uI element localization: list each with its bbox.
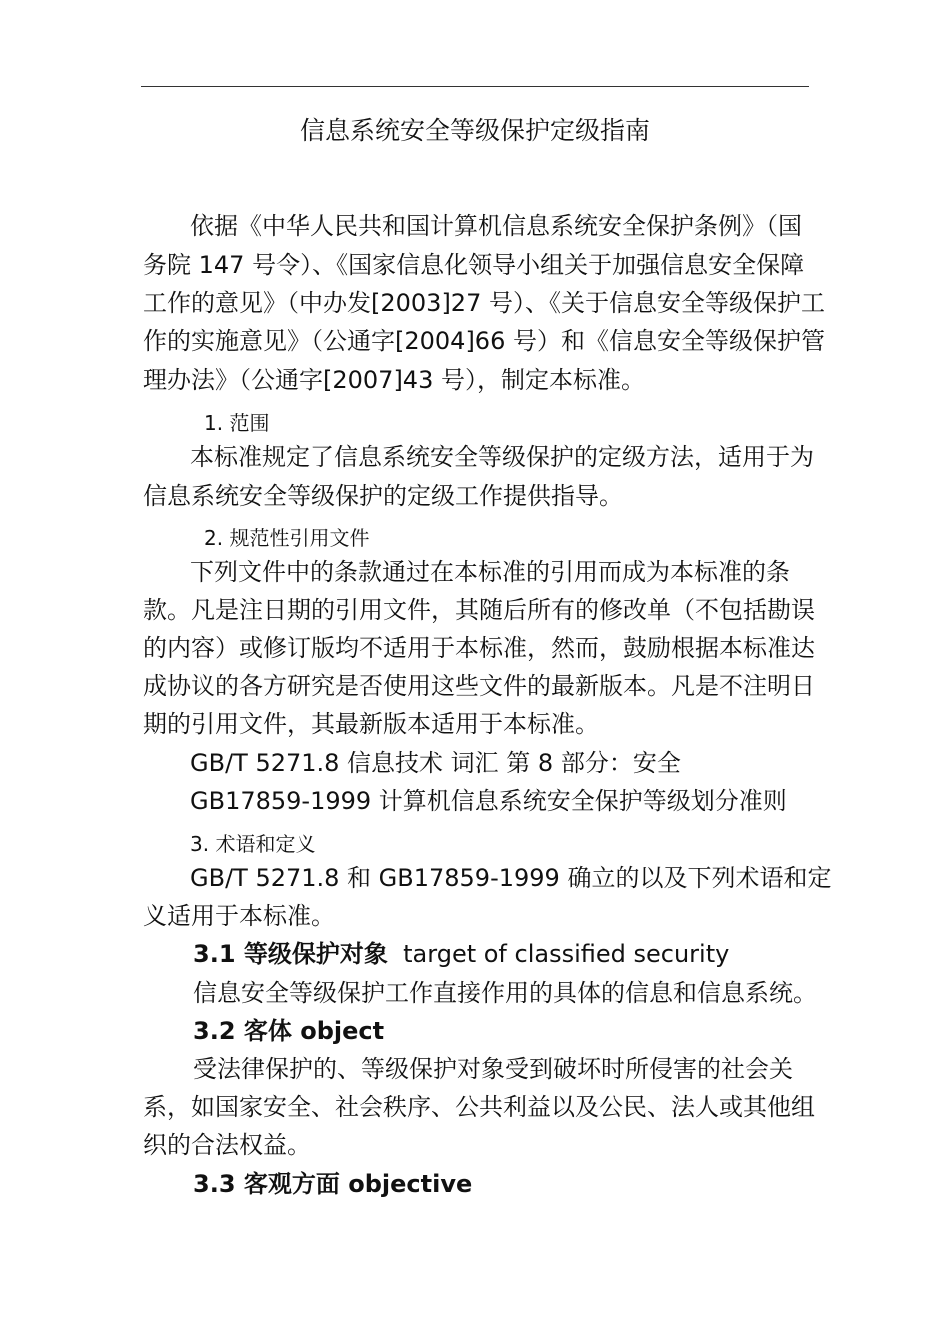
term-3-1-definition: 信息安全等级保护工作直接作用的具体的信息和信息系统。 bbox=[193, 979, 817, 1007]
term-3-2-definition-line: 系，如国家安全、社会秩序、公共利益以及公民、法人或其他组 bbox=[143, 1093, 815, 1121]
intro-line: 工作的意见》（中办发[2003]27 号）、《关于信息安全等级保护工 bbox=[143, 289, 825, 317]
section-heading-terms: 3. 术语和定义 bbox=[190, 832, 316, 856]
intro-line: 务院 147 号令）、《国家信息化领导小组关于加强信息安全保障 bbox=[143, 251, 805, 279]
document-title: 信息系统安全等级保护定级指南 bbox=[299, 116, 650, 145]
section-heading-scope: 1. 范围 bbox=[204, 411, 270, 435]
intro-line: 依据《中华人民共和国计算机信息系统安全保护条例》（国 bbox=[190, 212, 802, 240]
term-3-2-definition-line: 织的合法权益。 bbox=[143, 1131, 311, 1159]
term-3-1-title: 3.1 等级保护对象 bbox=[193, 940, 388, 968]
reference-item: GB17859-1999 计算机信息系统安全保护等级划分准则 bbox=[190, 787, 787, 815]
references-line: 的内容）或修订版均不适用于本标准，然而，鼓励根据本标准达 bbox=[143, 634, 815, 662]
term-3-1-english: target of classified security bbox=[403, 940, 730, 968]
header-rule bbox=[141, 86, 809, 87]
terms-line: GB/T 5271.8 和 GB17859-1999 确立的以及下列术语和定 bbox=[190, 864, 832, 892]
intro-line: 作的实施意见》（公通字[2004]66 号）和《信息安全等级保护管 bbox=[143, 327, 825, 355]
references-line: 成协议的各方研究是否使用这些文件的最新版本。凡是不注明日 bbox=[143, 672, 815, 700]
scope-line: 本标准规定了信息系统安全等级保护的定级方法，适用于为 bbox=[190, 443, 814, 471]
section-heading-references: 2. 规范性引用文件 bbox=[204, 526, 370, 550]
term-3-2-definition-line: 受法律保护的、等级保护对象受到破坏时所侵害的社会关 bbox=[193, 1055, 793, 1083]
term-3-1 bbox=[193, 938, 729, 970]
references-line: 下列文件中的条款通过在本标准的引用而成为本标准的条 bbox=[190, 558, 790, 586]
term-3-3-title: 3.3 客观方面 objective bbox=[193, 1170, 473, 1198]
scope-line: 信息系统安全等级保护的定级工作提供指导。 bbox=[143, 482, 623, 510]
references-line: 期的引用文件，其最新版本适用于本标准。 bbox=[143, 710, 599, 738]
reference-item: GB/T 5271.8 信息技术 词汇 第 8 部分：安全 bbox=[190, 749, 681, 777]
intro-line: 理办法》（公通字[2007]43 号），制定本标准。 bbox=[143, 366, 645, 394]
references-line: 款。凡是注日期的引用文件，其随后所有的修改单（不包括勘误 bbox=[143, 596, 815, 624]
term-3-2-title: 3.2 客体 object bbox=[193, 1017, 385, 1045]
terms-line: 义适用于本标准。 bbox=[143, 902, 335, 930]
